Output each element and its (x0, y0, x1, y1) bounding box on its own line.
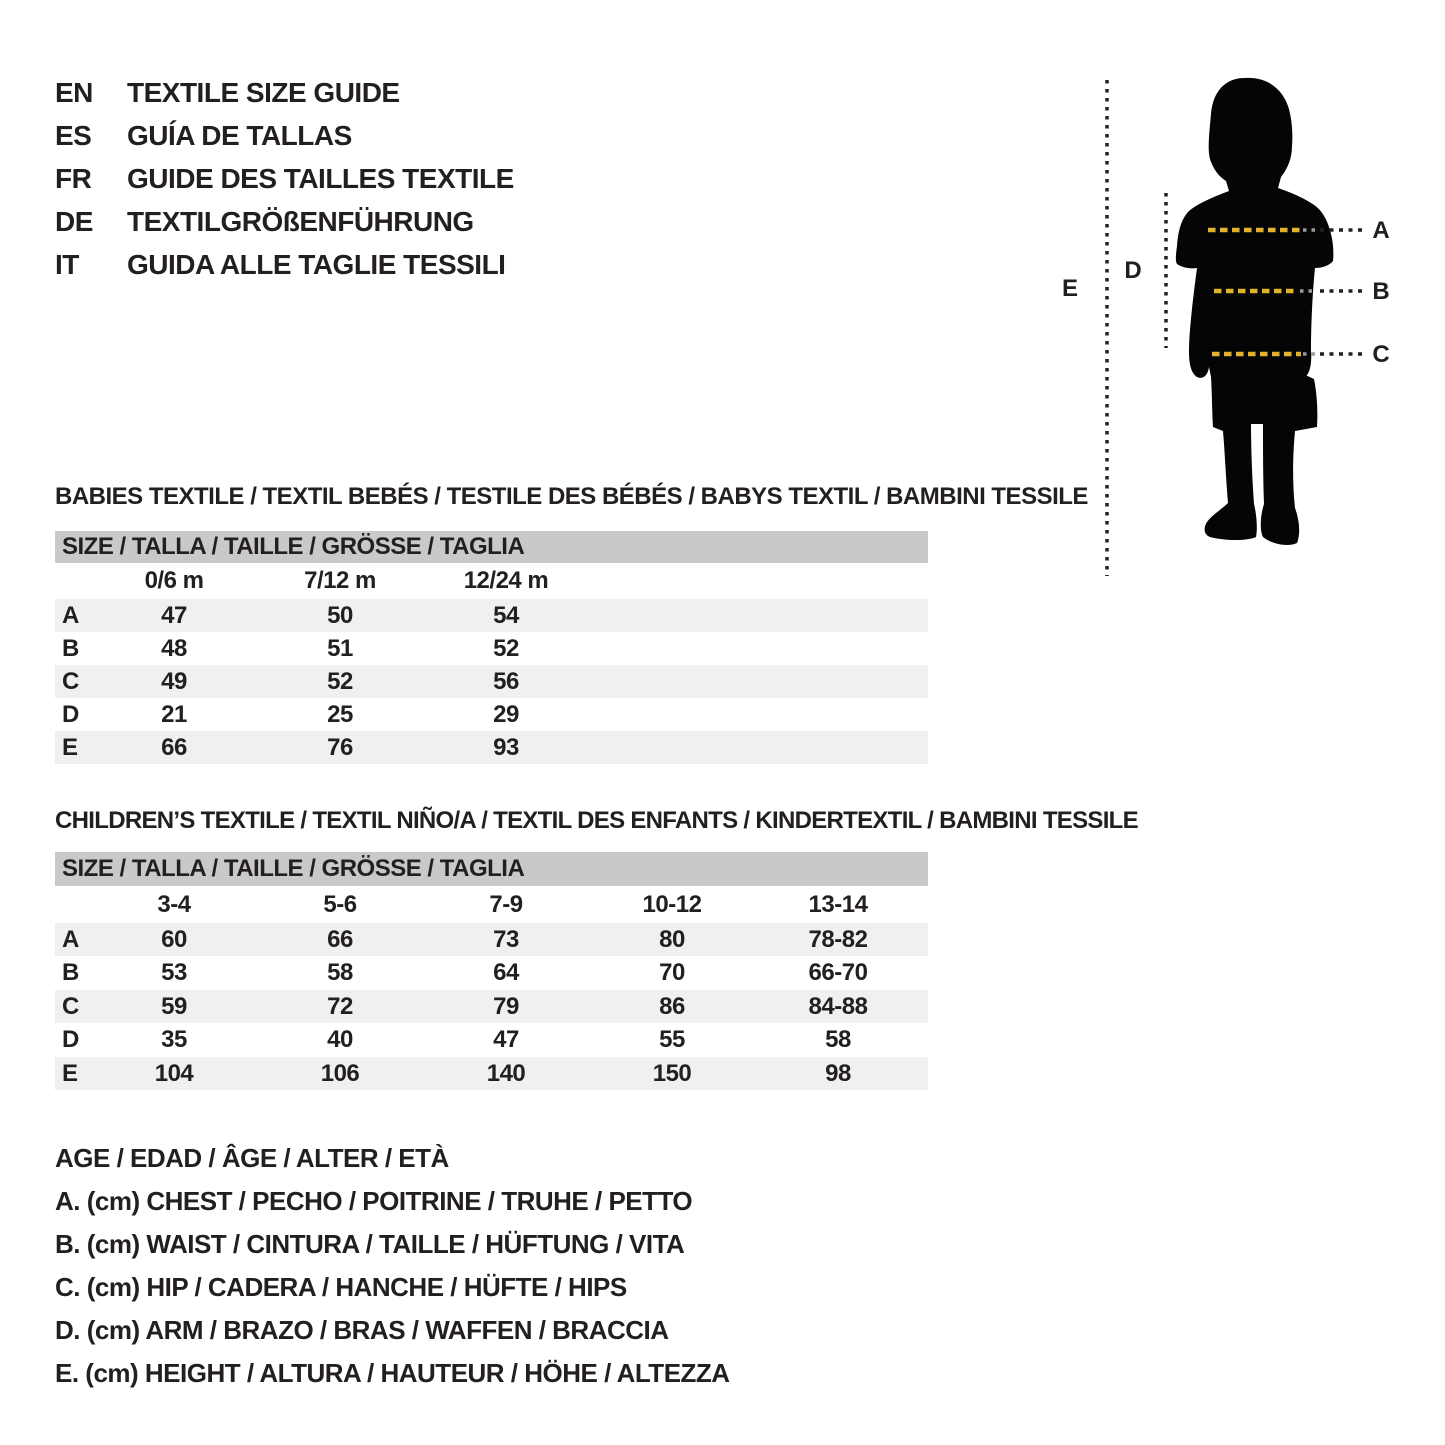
language-title-fr: GUIDE DES TAILLES TEXTILE (127, 163, 514, 194)
table-cell: 29 (493, 700, 519, 728)
language-title-block (55, 71, 514, 286)
table-cell: 64 (493, 958, 519, 986)
babies-col-12-24m: 12/24 m (463, 567, 549, 594)
children-row-arm (55, 1023, 928, 1056)
babies-column-header-row (55, 563, 928, 599)
babies-row-hip (55, 665, 928, 698)
row-label: D (62, 700, 80, 728)
table-cell: 60 (161, 925, 187, 953)
table-cell: 50 (327, 601, 353, 629)
language-row-en (55, 71, 514, 114)
table-cell: 66 (327, 925, 353, 953)
table-cell: 78-82 (808, 925, 868, 953)
waist-label: B (1372, 278, 1390, 305)
children-col-10-12: 10-12 (642, 890, 702, 918)
children-col-5-6: 5-6 (323, 890, 357, 918)
table-cell: 150 (652, 1059, 692, 1087)
table-cell: 49 (161, 667, 187, 695)
table-cell: 106 (320, 1059, 360, 1087)
language-code-it: IT (55, 249, 79, 280)
hip-label: C (1372, 341, 1390, 368)
row-label: C (62, 667, 80, 695)
babies-row-height (55, 731, 928, 764)
row-label: A (62, 601, 80, 629)
table-cell: 52 (493, 634, 519, 662)
legend-arm: D. (cm) ARM / BRAZO / BRAS / WAFFEN / BRACCIA (55, 1315, 669, 1345)
language-title-en: TEXTILE SIZE GUIDE (127, 77, 400, 108)
row-label: C (62, 992, 80, 1020)
children-col-3-4: 3-4 (157, 890, 191, 918)
chest-label: A (1372, 217, 1390, 244)
table-cell: 80 (659, 925, 685, 953)
children-row-chest (55, 923, 928, 956)
table-cell: 104 (154, 1059, 194, 1087)
language-row-de (55, 200, 514, 243)
babies-col-0-6m: 0/6 m (144, 567, 204, 594)
legend-waist: B. (cm) WAIST / CINTURA / TAILLE / HÜFTUNG / VITA (55, 1229, 685, 1259)
children-col-7-9: 7-9 (489, 890, 523, 918)
row-label: B (62, 958, 80, 986)
table-cell: 51 (327, 634, 353, 662)
children-row-waist (55, 956, 928, 989)
table-cell: 59 (161, 992, 187, 1020)
children-section-title: CHILDREN’S TEXTILE / TEXTIL NIÑO/A / TEXTIL DES ENFANTS / KINDERTEXTIL / BAMBINI TESSILE (55, 807, 1138, 834)
table-cell: 93 (493, 733, 519, 761)
measurement-legend (55, 1137, 730, 1395)
child-silhouette (1176, 78, 1334, 545)
children-column-header-row (55, 886, 928, 923)
table-cell: 86 (659, 992, 685, 1020)
children-row-height (55, 1057, 928, 1090)
row-label: B (62, 634, 80, 662)
language-row-es (55, 114, 514, 157)
babies-size-header-band (55, 531, 928, 563)
language-code-fr: FR (55, 163, 92, 194)
language-row-fr (55, 157, 514, 200)
babies-col-7-12m: 7/12 m (304, 567, 376, 594)
table-cell: 47 (493, 1025, 519, 1053)
table-cell: 70 (659, 958, 685, 986)
language-code-de: DE (55, 206, 93, 237)
table-cell: 98 (825, 1059, 851, 1087)
table-cell: 53 (161, 958, 187, 986)
table-cell: 79 (493, 992, 519, 1020)
height-label: E (1061, 275, 1079, 302)
legend-hip: C. (cm) HIP / CADERA / HANCHE / HÜFTE / HIPS (55, 1272, 627, 1302)
table-cell: 76 (327, 733, 353, 761)
table-cell: 54 (493, 601, 519, 629)
language-code-es: ES (55, 120, 92, 151)
children-size-header: SIZE / TALLA / TAILLE / GRÖSSE / TAGLIA (62, 855, 525, 882)
row-label: A (62, 925, 80, 953)
table-cell: 48 (161, 634, 187, 662)
babies-row-waist (55, 632, 928, 665)
table-cell: 73 (493, 925, 519, 953)
language-code-en: EN (55, 77, 93, 108)
children-row-hip (55, 990, 928, 1023)
table-cell: 47 (161, 601, 187, 629)
table-cell: 84-88 (808, 992, 868, 1020)
table-cell: 140 (486, 1059, 526, 1087)
babies-row-chest (55, 599, 928, 632)
row-label: D (62, 1025, 80, 1053)
table-cell: 55 (659, 1025, 685, 1053)
legend-age: AGE / EDAD / ÂGE / ALTER / ETÀ (55, 1143, 449, 1173)
table-cell: 66-70 (808, 958, 868, 986)
babies-section-title: BABIES TEXTILE / TEXTIL BEBÉS / TESTILE DES BÉBÉS / BABYS TEXTIL / BAMBINI TESSILE (55, 483, 1088, 510)
language-title-de: TEXTILGRÖßENFÜHRUNG (127, 206, 474, 237)
table-cell: 58 (825, 1025, 851, 1053)
table-cell: 66 (161, 733, 187, 761)
row-label: E (62, 1059, 79, 1087)
table-cell: 52 (327, 667, 353, 695)
table-cell: 25 (327, 700, 353, 728)
table-cell: 58 (327, 958, 353, 986)
children-size-header-band (55, 852, 928, 886)
row-label: E (62, 733, 79, 761)
children-col-13-14: 13-14 (808, 890, 868, 918)
table-cell: 35 (161, 1025, 187, 1053)
legend-height: E. (cm) HEIGHT / ALTURA / HAUTEUR / HÖHE / ALTEZZA (55, 1358, 730, 1388)
language-row-it (55, 243, 514, 286)
table-cell: 72 (327, 992, 353, 1020)
table-cell: 21 (161, 700, 187, 728)
language-title-es: GUÍA DE TALLAS (127, 120, 352, 151)
legend-chest: A. (cm) CHEST / PECHO / POITRINE / TRUHE / PETTO (55, 1186, 693, 1216)
child-silhouette-figure (1040, 55, 1445, 600)
table-cell: 40 (327, 1025, 353, 1053)
babies-row-arm (55, 698, 928, 731)
table-cell: 56 (493, 667, 519, 695)
language-title-it: GUIDA ALLE TAGLIE TESSILI (127, 249, 506, 280)
babies-size-header: SIZE / TALLA / TAILLE / GRÖSSE / TAGLIA (62, 533, 525, 560)
arm-label: D (1124, 257, 1142, 284)
